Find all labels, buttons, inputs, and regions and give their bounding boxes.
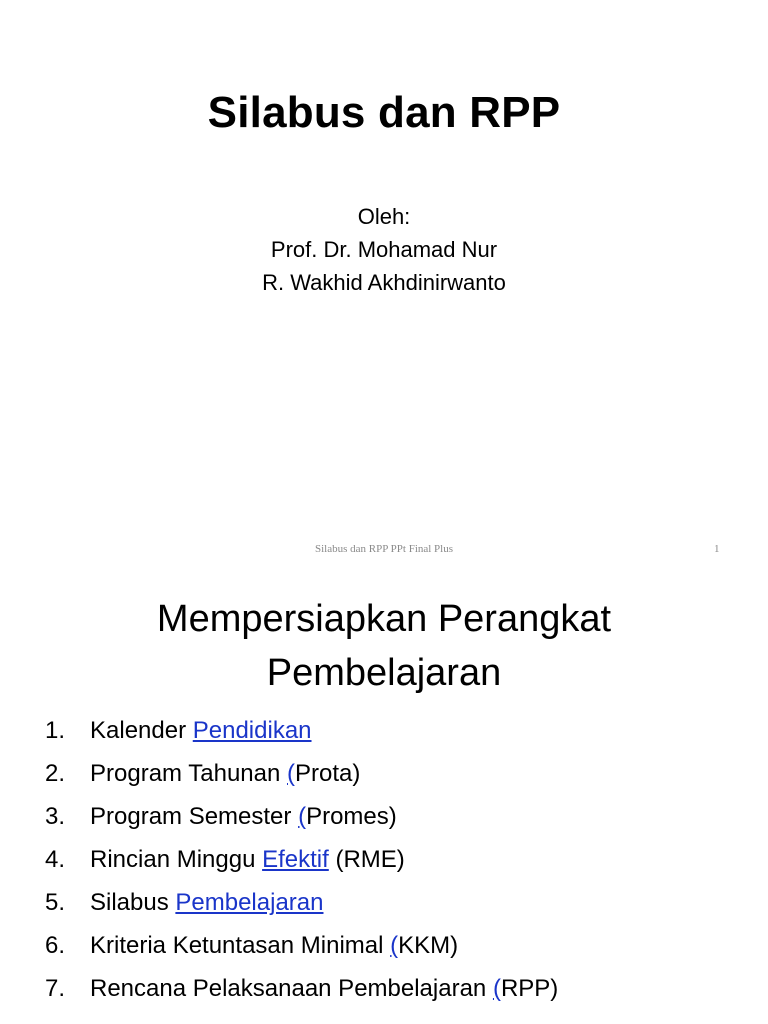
list-number: 5. [45, 889, 66, 916]
list-number: 2. [45, 760, 66, 787]
list-item-content [90, 967, 558, 1010]
list-item-content [90, 752, 360, 795]
list-number: 1. [45, 717, 66, 744]
list-item-text: Program Semester [90, 803, 299, 830]
list-item-suffix: RPP) [500, 975, 559, 1002]
list-item-text: Kriteria Ketuntasan Minimal [90, 932, 391, 959]
heading-line-2: Pembelajaran [266, 652, 502, 694]
list-number: 6. [45, 932, 66, 959]
list-item-link[interactable]: Efektif [262, 846, 329, 873]
list-item-content [90, 795, 397, 838]
list-number: 3. [45, 803, 66, 830]
author-name-2: R. Wakhid Akhdinirwanto [262, 270, 506, 295]
list-number: 7. [45, 975, 66, 1002]
list-item-link[interactable]: ( [287, 760, 296, 787]
list-item-suffix: KKM) [398, 932, 459, 959]
author-name-1: Prof. Dr. Mohamad Nur [270, 237, 498, 262]
list-item-link[interactable]: ( [298, 803, 307, 830]
list-item-content [90, 838, 405, 881]
slide-heading [0, 592, 768, 700]
list-item-text: Kalender [90, 717, 193, 744]
list-item-content [90, 924, 458, 967]
list-item-link[interactable]: Pendidikan [192, 717, 312, 744]
heading-line-1: Mempersiapkan Perangkat [156, 598, 612, 640]
list-number: 4. [45, 846, 66, 873]
content-slide [0, 576, 768, 1024]
list-item-text: Program Tahunan [90, 760, 288, 787]
list-item-link[interactable]: ( [390, 932, 399, 959]
author-byline [0, 200, 768, 299]
byline-label: Oleh: [357, 204, 411, 229]
list-item-suffix: Promes) [306, 803, 397, 830]
list-item-content [90, 709, 312, 752]
list-item-text: Rincian Minggu [90, 846, 263, 873]
list-item-link[interactable]: Pembelajaran [175, 889, 324, 916]
slide-title: Silabus dan RPP [207, 88, 561, 137]
list-item-suffix: Prota) [295, 760, 361, 787]
list-item-suffix: (RME) [328, 846, 405, 873]
slide-page-number: 1 [714, 543, 720, 555]
list-item-text: Rencana Pelaksanaan Pembelajaran [90, 975, 493, 1002]
slide-footer-text: Silabus dan RPP PPt Final Plus [314, 543, 454, 555]
list-item-text: Silabus [90, 889, 176, 916]
list-item-content [90, 881, 323, 924]
list-item-link[interactable]: ( [492, 975, 501, 1002]
